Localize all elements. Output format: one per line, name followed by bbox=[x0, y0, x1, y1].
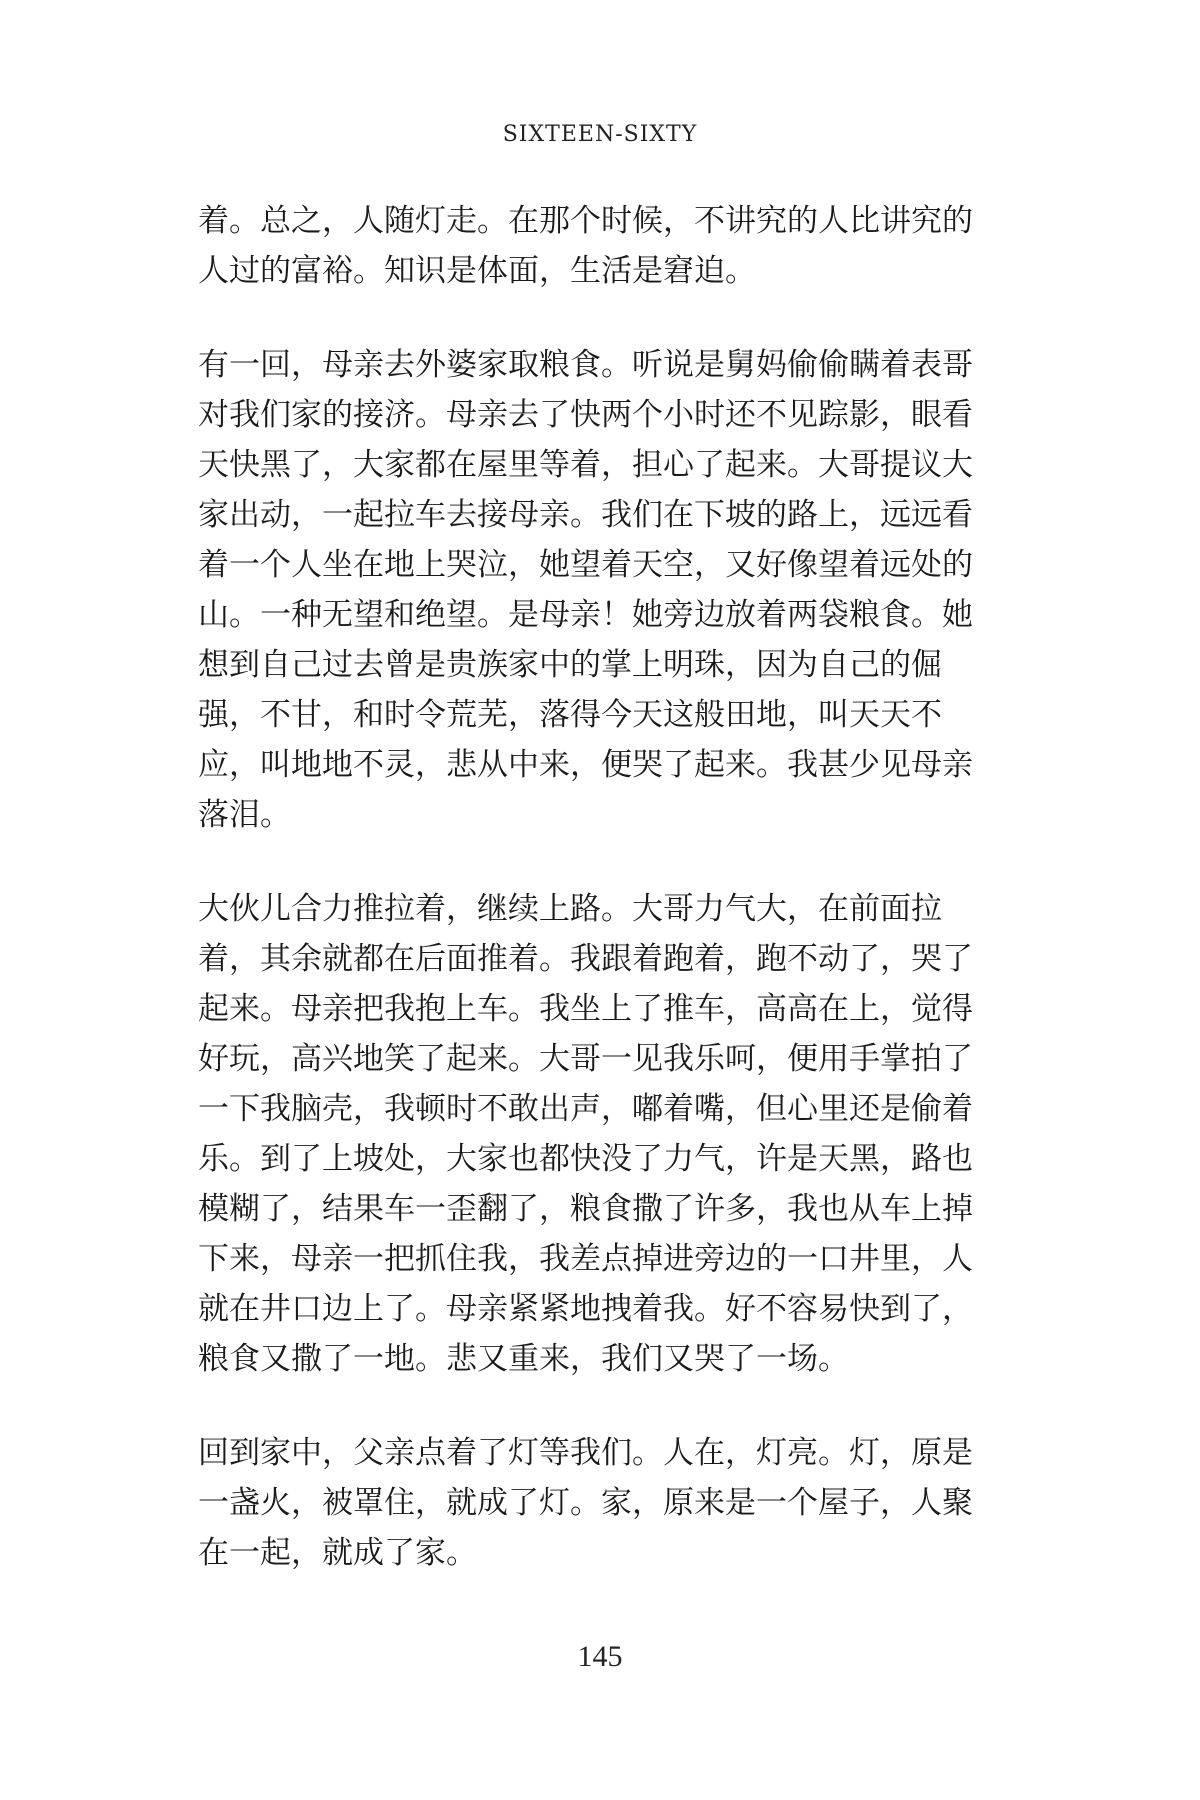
text-line: 一下我脑壳，我顿时不敢出声，嘟着嘴，但心里还是偷着 bbox=[198, 1091, 973, 1127]
text-line: 天快黑了，大家都在屋里等着，担心了起来。大哥提议大 bbox=[198, 447, 973, 483]
text-line: 下来，母亲一把抓住我，我差点掉进旁边的一口井里，人 bbox=[198, 1241, 973, 1277]
text-line: 一盏火，被罩住，就成了灯。家，原来是一个屋子，人聚 bbox=[198, 1485, 973, 1521]
text-line: 家出动，一起拉车去接母亲。我们在下坡的路上，远远看 bbox=[198, 497, 973, 533]
text-line: 着，其余就都在后面推着。我跟着跑着，跑不动了，哭了 bbox=[198, 941, 973, 977]
text-line: 落泪。 bbox=[198, 797, 291, 833]
text-line: 粮食又撒了一地。悲又重来，我们又哭了一场。 bbox=[198, 1341, 849, 1377]
text-line: 对我们家的接济。母亲去了快两个小时还不见踪影，眼看 bbox=[198, 397, 973, 433]
body-text bbox=[198, 196, 998, 1622]
running-head: SIXTEEN-SIXTY bbox=[502, 122, 698, 147]
text-line: 强，不甘，和时令荒芜，落得今天这般田地，叫天天不 bbox=[198, 697, 942, 733]
paragraph-4 bbox=[198, 1428, 998, 1578]
text-line: 模糊了，结果车一歪翻了，粮食撒了许多，我也从车上掉 bbox=[198, 1191, 973, 1227]
text-line: 大伙儿合力推拉着，继续上路。大哥力气大，在前面拉 bbox=[198, 891, 942, 927]
text-line: 有一回，母亲去外婆家取粮食。听说是舅妈偷偷瞒着表哥 bbox=[198, 347, 973, 383]
text-line: 应，叫地地不灵，悲从中来，便哭了起来。我甚少见母亲 bbox=[198, 747, 973, 783]
text-line: 好玩，高兴地笑了起来。大哥一见我乐呵，便用手掌拍了 bbox=[198, 1041, 973, 1077]
text-line: 山。一种无望和绝望。是母亲！她旁边放着两袋粮食。她 bbox=[198, 597, 973, 633]
text-line: 在一起，就成了家。 bbox=[198, 1535, 477, 1571]
text-line: 着一个人坐在地上哭泣，她望着天空，又好像望着远处的 bbox=[198, 547, 973, 583]
page-number: 145 bbox=[577, 1640, 623, 1673]
text-line: 人过的富裕。知识是体面，生活是窘迫。 bbox=[198, 253, 756, 289]
text-line: 着。总之，人随灯走。在那个时候，不讲究的人比讲究的 bbox=[198, 203, 973, 239]
paragraph-2 bbox=[198, 340, 998, 840]
text-line: 就在井口边上了。母亲紧紧地拽着我。好不容易快到了， bbox=[198, 1291, 973, 1327]
text-line: 回到家中，父亲点着了灯等我们。人在，灯亮。灯，原是 bbox=[198, 1435, 973, 1471]
paragraph-1 bbox=[198, 196, 998, 296]
paragraph-3 bbox=[198, 884, 998, 1384]
text-line: 起来。母亲把我抱上车。我坐上了推车，高高在上，觉得 bbox=[198, 991, 973, 1027]
text-line: 乐。到了上坡处，大家也都快没了力气，许是天黑，路也 bbox=[198, 1141, 973, 1177]
text-line: 想到自己过去曾是贵族家中的掌上明珠，因为自己的倔 bbox=[198, 647, 942, 683]
